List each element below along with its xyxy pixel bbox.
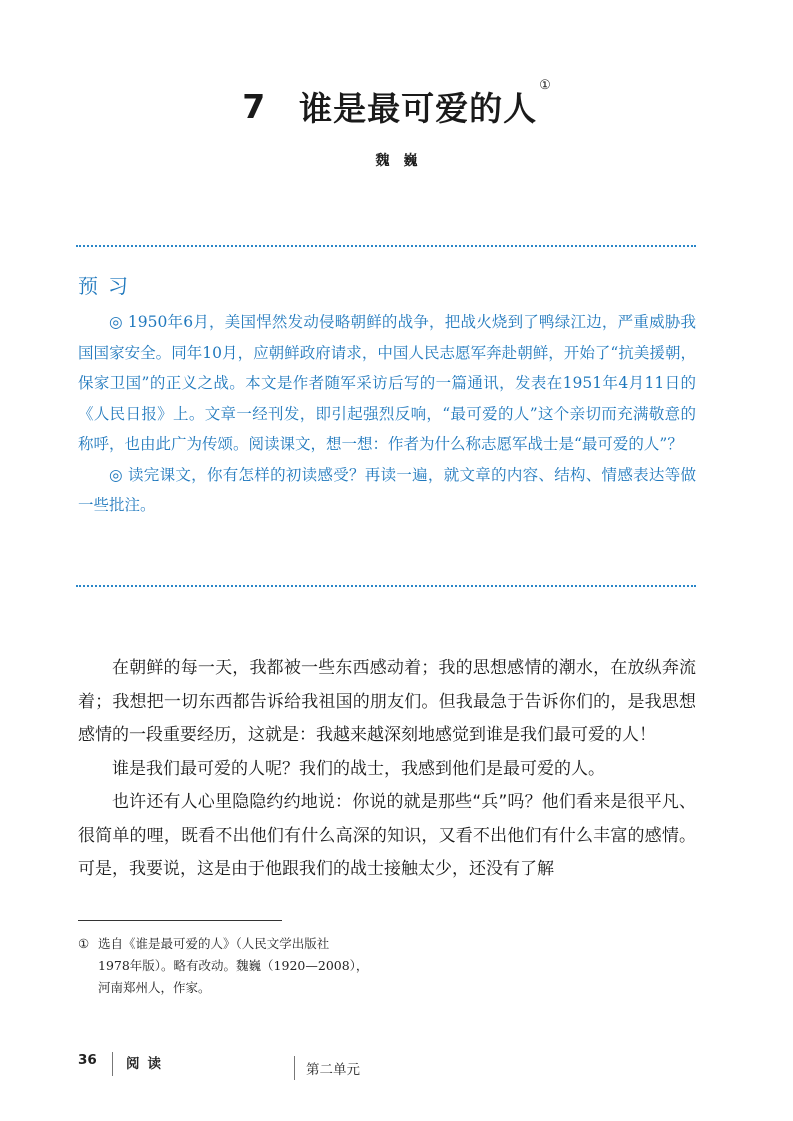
lesson-number: 7 <box>242 87 266 126</box>
title-footnote-marker[interactable]: ① <box>539 78 551 93</box>
body-paragraph-1: 在朝鲜的每一天，我都被一些东西感动着；我的思想感情的潮水，在放纵奔流着；我想把一切东西都告诉给我祖国的朋友们。但我最急于告诉你们的，是我思想感情的一段重要经历，这就是：我越来越深刻地感觉到谁是我们最可爱的人！ <box>78 658 696 745</box>
footnote-line-3: 河南郑州人，作家。 <box>98 980 211 995</box>
footer-unit: 第二单元 <box>306 1062 360 1078</box>
preview-section <box>78 270 696 521</box>
lesson-body <box>78 652 696 887</box>
footnote-divider <box>78 920 282 921</box>
lesson-title-row <box>0 78 793 130</box>
footer-section: 阅读 <box>126 1056 169 1072</box>
preview-paragraph-1: ◎ 1950年6月，美国悍然发动侵略朝鲜的战争，把战火烧到了鸭绿江边，严重威胁我国国家安全。同年10月，应朝鲜政府请求，中国人民志愿军奔赴朝鲜，开始了“抗美援朝，保家卫国”的正义之战。本文是作者随军采访后写的一篇通讯，发表在1951年4月11日的《人民日报》上。文章一经刊发，即引起强烈反响，“最可爱的人”这个亲切而充满敬意的称呼，也由此广为传颂。阅读课文，想一想：作者为什么称志愿军战士是“最可爱的人”？ <box>78 313 696 453</box>
preview-top-divider <box>76 245 696 247</box>
body-paragraph-2: 谁是我们最可爱的人呢？我们的战士，我感到他们是最可爱的人。 <box>112 758 605 779</box>
body-paragraph-3: 也许还有人心里隐隐约约地说：你说的就是那些“兵”吗？他们看来是很平凡、很简单的哩，既看不出他们有什么高深的知识，又看不出他们有什么丰富的感情。可是，我要说，这是由于他跟我们的战士接触太少，还没有了解 <box>78 792 696 879</box>
footer-separator <box>294 1056 295 1080</box>
footer-separator <box>112 1052 113 1076</box>
preview-heading: 预习 <box>78 274 138 298</box>
author-name: 魏巍 <box>375 153 432 169</box>
footnote <box>78 933 378 999</box>
footnote-line-2: 1978年版）。略有改动。魏巍（1920—2008）， <box>98 958 369 973</box>
footnote-marker: ① <box>78 936 90 951</box>
footnote-line-1: 选自《谁是最可爱的人》（人民文学出版社 <box>98 936 330 951</box>
preview-bottom-divider <box>76 585 696 587</box>
lesson-title: 谁是最可爱的人 <box>299 89 538 128</box>
preview-paragraph-2: ◎ 读完课文，你有怎样的初读感受？再读一遍，就文章的内容、结构、情感表达等做一些批注。 <box>78 465 696 514</box>
page-number: 36 <box>78 1052 97 1068</box>
